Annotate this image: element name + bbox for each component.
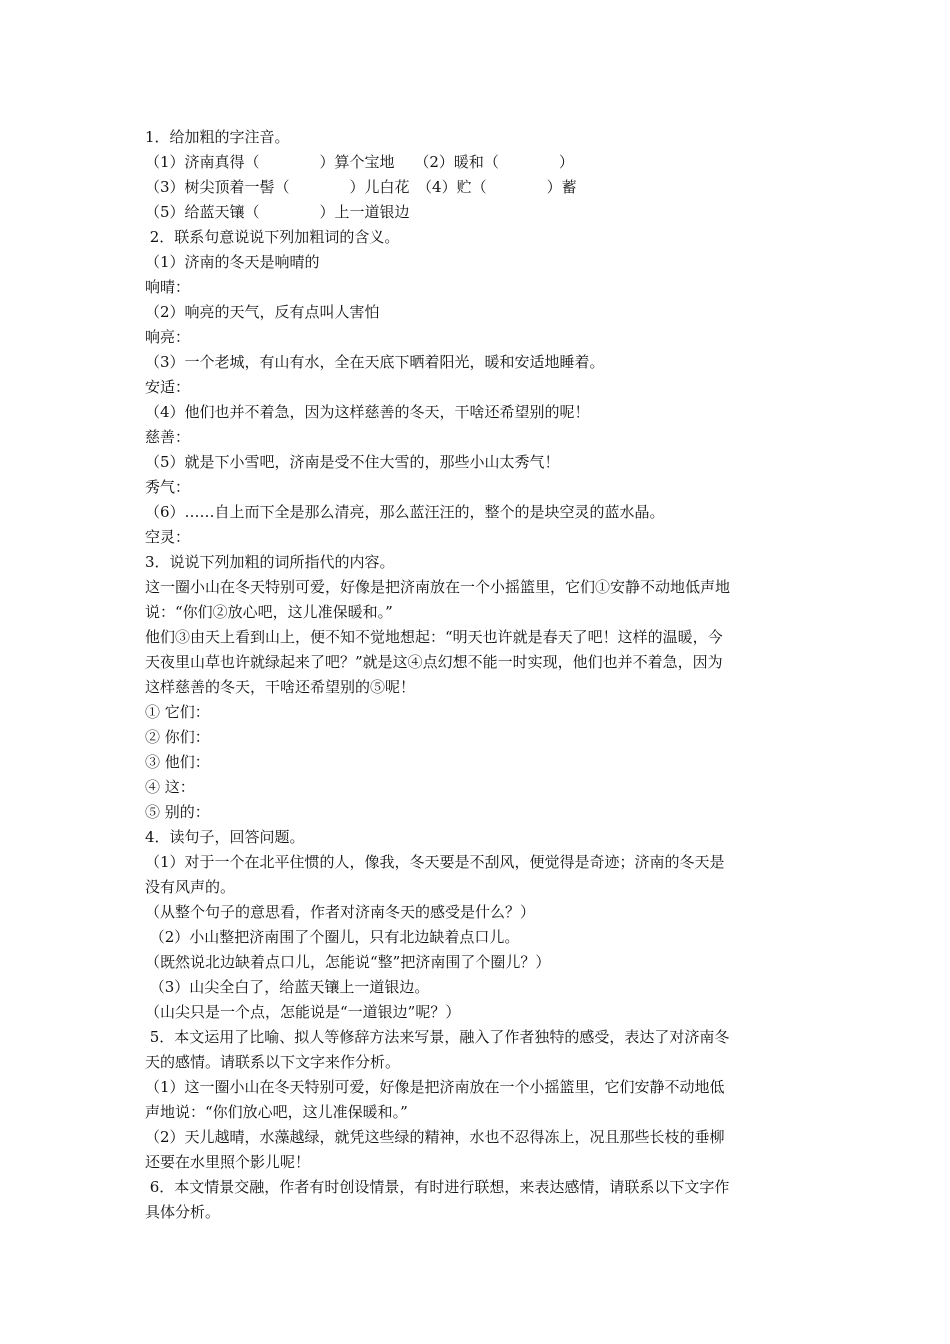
q4-sentence-3: （3）山尖全白了，给蓝天镶上一道银边。: [145, 978, 430, 996]
q4-question-1: （从整个句子的意思看，作者对济南冬天的感受是什么？）: [145, 903, 536, 921]
q2-answer-3: 安适：: [145, 378, 191, 396]
q3-answer-4: ④ 这：: [145, 778, 195, 796]
q2-answer-2: 响亮：: [145, 328, 191, 346]
q2-item-5: （5）就是下小雪吧，济南是受不住大雪的，那些小山太秀气！: [145, 453, 560, 471]
q3-answer-3: ③ 他们：: [145, 753, 210, 771]
q1-item-5: （5）给蓝天镶（ ）上一道银边: [145, 203, 410, 221]
q1-item-1-2: （1）济南真得（ ）算个宝地 （2）暖和（ ）: [145, 153, 574, 171]
q3-passage-line-3: 他们③由天上看到山上，便不知不觉地想起：“明天也许就是春天了吧！这样的温暖，今: [145, 628, 723, 646]
q3-passage-line-4: 天夜里山草也许就绿起来了吧？”就是这④点幻想不能一时实现，他们也并不着急，因为: [145, 653, 723, 671]
q2-answer-4: 慈善：: [145, 428, 191, 446]
q5-heading-line-1: 5．本文运用了比喻、拟人等修辞方法来写景，融入了作者独特的感受，表达了对济南冬: [145, 1028, 730, 1046]
q2-answer-6: 空灵：: [145, 528, 191, 546]
q3-answer-1: ① 它们：: [145, 703, 210, 721]
q2-answer-5: 秀气：: [145, 478, 191, 496]
q5-item-1-line-1: （1）这一圈小山在冬天特别可爱，好像是把济南放在一个小摇篮里，它们安静不动地低: [145, 1078, 725, 1096]
q1-item-3-4: （3）树尖顶着一髻（ ）儿白花 （4）贮（ ）蓄: [145, 178, 577, 196]
q1-heading: 1．给加粗的字注音。: [145, 128, 290, 146]
q2-item-4: （4）他们也并不着急，因为这样慈善的冬天，干啥还希望别的呢！: [145, 403, 590, 421]
q6-heading-line-2: 具体分析。: [145, 1203, 221, 1221]
q5-item-1-line-2: 声地说：“你们放心吧，这儿准保暖和。”: [145, 1103, 408, 1121]
q2-item-1: （1）济南的冬天是响晴的: [145, 253, 320, 271]
q4-sentence-1-line-1: （1）对于一个在北平住惯的人，像我，冬天要是不刮风，便觉得是奇迹；济南的冬天是: [145, 853, 725, 871]
q5-item-2-line-2: 还要在水里照个影儿呢！: [145, 1153, 311, 1171]
q6-heading-line-1: 6．本文情景交融，作者有时创设情景，有时进行联想，来表达感情，请联系以下文字作: [145, 1178, 730, 1196]
q3-answer-5: ⑤ 别的：: [145, 803, 210, 821]
q3-heading: 3．说说下列加粗的词所指代的内容。: [145, 553, 395, 571]
q4-question-2: （既然说北边缺着点口儿，怎能说“整”把济南围了个圈儿？）: [145, 953, 551, 971]
q2-item-3: （3）一个老城，有山有水，全在天底下晒着阳光，暖和安适地睡着。: [145, 353, 605, 371]
q4-question-3: （山尖只是一个点，怎能说是“一道银边”呢？）: [145, 1003, 461, 1021]
q4-sentence-2: （2）小山整把济南围了个圈儿，只有北边缺着点口儿。: [145, 928, 520, 946]
q2-heading: 2．联系句意说说下列加粗词的含义。: [145, 228, 400, 246]
q2-item-6: （6）……自上而下全是那么清亮，那么蓝汪汪的，整个的是块空灵的蓝水晶。: [145, 503, 665, 521]
q4-sentence-1-line-2: 没有风声的。: [145, 878, 236, 896]
q3-passage-line-2: 说：“你们②放心吧，这儿准保暖和。”: [145, 603, 393, 621]
q4-heading: 4．读句子，回答问题。: [145, 828, 305, 846]
q2-answer-1: 响晴：: [145, 278, 191, 296]
q3-passage-line-5: 这样慈善的冬天，干啥还希望别的⑤呢！: [145, 678, 416, 696]
q5-heading-line-2: 天的感情。请联系以下文字来作分析。: [145, 1053, 401, 1071]
q5-item-2-line-1: （2）天儿越晴，水藻越绿，就凭这些绿的精神，水也不忍得冻上，况且那些长枝的垂柳: [145, 1128, 725, 1146]
q3-passage-line-1: 这一圈小山在冬天特别可爱，好像是把济南放在一个小摇篮里，它们①安静不动地低声地: [145, 578, 731, 596]
q2-item-2: （2）响亮的天气，反有点叫人害怕: [145, 303, 380, 321]
q3-answer-2: ② 你们：: [145, 728, 210, 746]
